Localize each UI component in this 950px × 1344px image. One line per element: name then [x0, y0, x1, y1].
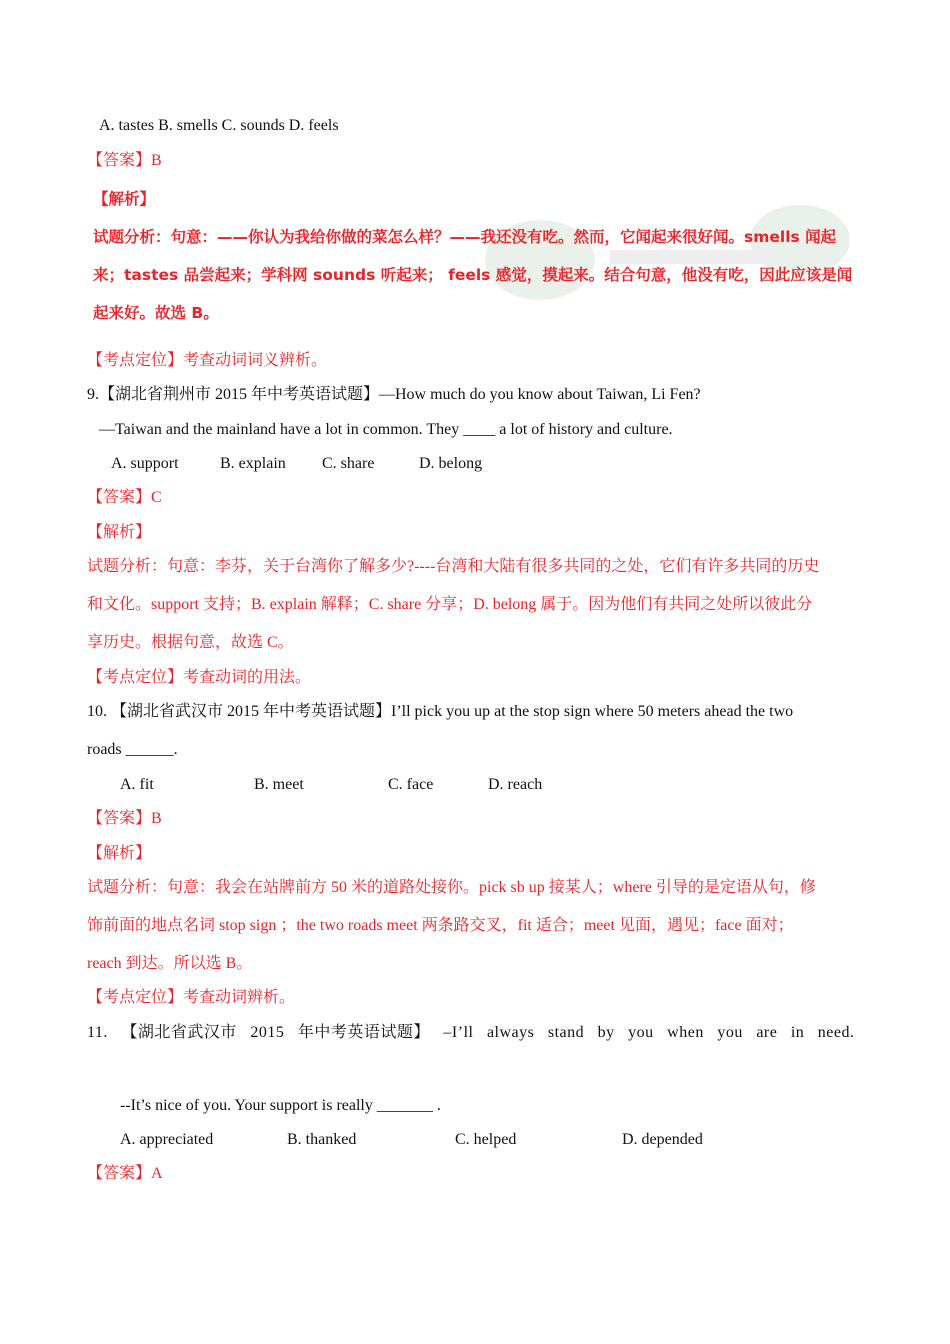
q8-point: 【考点定位】考查动词词义辨析。	[87, 352, 328, 369]
q11-option-a: A. appreciated	[120, 1131, 214, 1148]
q10-option-d: D. reach	[488, 776, 543, 793]
q9-analysis-label: 【解析】	[87, 524, 152, 541]
q9-analysis-line: 和文化。support 支持；B. explain 解释；C. share 分享；D. belong 属于。因为他们有共同之处所以彼此分	[87, 596, 813, 613]
q10-option-a: A. fit	[120, 776, 154, 793]
q8-answer: 【答案】B	[87, 152, 162, 169]
q9-option-b: B. explain	[220, 455, 286, 472]
q11-stem: 11. 【湖北省武汉市 2015 年中考英语试题】 –I’ll always stand by you when you are in need.	[87, 1024, 855, 1041]
q10-analysis-line: 试题分析：句意：我会在站牌前方 50 米的道路处接你。pick sb up 接某人；where 引导的是定语从句，修	[87, 879, 816, 896]
q11-option-c: C. helped	[455, 1131, 517, 1148]
q8-analysis-label: 【解析】	[93, 190, 156, 208]
q9-analysis-line: 享历史。根据句意，故选 C。	[87, 634, 294, 651]
q9-option-a: A. support	[111, 455, 179, 472]
q11-option-d: D. depended	[622, 1131, 703, 1148]
q8-analysis-line: 试题分析：句意：——你认为我给你做的菜怎么样？——我还没有吃。然而，它闻起来很好闻。smells 闻起	[93, 228, 837, 246]
q11-option-b: B. thanked	[287, 1131, 357, 1148]
q9-stem-line2: —Taiwan and the mainland have a lot in common. They ____ a lot of history and culture.	[99, 421, 673, 438]
q9-point: 【考点定位】考查动词的用法。	[87, 669, 312, 686]
q10-analysis-line: 饰前面的地点名词 stop sign ；the two roads meet 两条路交叉，fit 适合；meet 见面，遇见；face 面对；	[87, 917, 794, 934]
q10-option-b: B. meet	[254, 776, 304, 793]
q10-stem: 10. 【湖北省武汉市 2015 年中考英语试题】I’ll pick you up at the stop sign where 50 meters ahead the two	[87, 703, 794, 720]
q8-options: A. tastes B. smells C. sounds D. feels	[99, 117, 339, 134]
q10-option-c: C. face	[388, 776, 434, 793]
q10-analysis-line: reach 到达。所以选 B。	[87, 955, 253, 972]
q10-stem-line2: roads ______.	[87, 741, 178, 758]
q9-analysis-line: 试题分析：句意：李芬，关于台湾你了解多少?----台湾和大陆有很多共同的之处，它们有许多共同的历史	[87, 558, 820, 575]
q9-stem: 9.【湖北省荆州市 2015 年中考英语试题】—How much do you know about Taiwan, Li Fen?	[87, 386, 701, 403]
q10-analysis-label: 【解析】	[87, 845, 152, 862]
q9-option-d: D. belong	[419, 455, 483, 472]
q11-answer: 【答案】A	[87, 1165, 163, 1182]
watermark-logo	[470, 180, 890, 330]
q10-point: 【考点定位】考查动词辨析。	[87, 989, 296, 1006]
q9-option-c: C. share	[322, 455, 375, 472]
q11-stem-line2: --It’s nice of you. Your support is really _______ .	[120, 1097, 441, 1114]
q8-analysis-line: 起来好。故选 B。	[93, 304, 219, 322]
q8-analysis-line: 来；tastes 品尝起来；学科网 sounds 听起来； feels 感觉，摸起来。结合句意，他没有吃，因此应该是闻	[93, 266, 853, 284]
q10-answer: 【答案】B	[87, 810, 162, 827]
q9-answer: 【答案】C	[87, 489, 162, 506]
